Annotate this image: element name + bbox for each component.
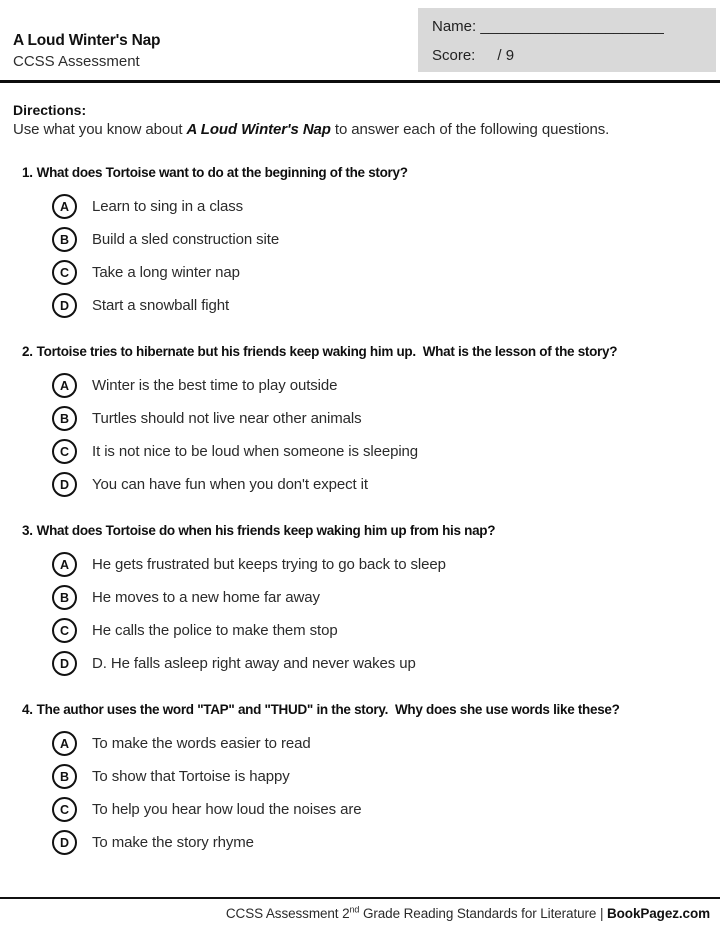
option-text: To make the words easier to read [92, 735, 311, 752]
name-label: Name: [432, 18, 477, 35]
question-3-number: 3. [22, 523, 33, 538]
answer-bubble-b: B [52, 585, 77, 610]
footer-text-middle: Grade Reading Standards for Literature | [359, 906, 608, 921]
question-2 [16, 344, 720, 501]
answer-bubble-b: B [52, 227, 77, 252]
option-text: To help you hear how loud the noises are [92, 801, 362, 818]
score-value: / 9 [497, 47, 515, 64]
question-1 [16, 165, 720, 322]
option-text: Build a sled construction site [92, 231, 280, 248]
directions-section [0, 83, 720, 138]
question-3-option-a [52, 548, 720, 581]
question-3-option-d [52, 647, 720, 680]
score-row [432, 47, 704, 64]
question-2-text [22, 344, 720, 359]
question-1-option-c [52, 256, 720, 289]
question-2-option-c [52, 435, 720, 468]
question-3-option-c [52, 614, 720, 647]
question-4-stem: The author uses the word "TAP" and "THUD" in the story. Why does she use words like these? [36, 702, 620, 717]
answer-bubble-b: B [52, 406, 77, 431]
answer-bubble-a: A [52, 731, 77, 756]
option-text: D. He falls asleep right away and never wakes up [92, 655, 416, 672]
question-4-option-b [52, 760, 720, 793]
directions-text [13, 121, 706, 138]
question-4-number: 4. [22, 702, 33, 717]
option-text: He gets frustrated but keeps trying to go back to sleep [92, 556, 446, 573]
option-text: He calls the police to make them stop [92, 622, 338, 639]
option-text: Learn to sing in a class [92, 198, 244, 215]
footer-text-prefix: CCSS Assessment 2 [225, 906, 350, 921]
answer-bubble-a: A [52, 552, 77, 577]
option-text: Turtles should not live near other animals [92, 410, 362, 427]
question-1-text [22, 165, 720, 180]
question-3-stem: What does Tortoise do when his friends keep waking him up from his nap? [36, 523, 496, 538]
question-2-option-a [52, 369, 720, 402]
question-1-option-d [52, 289, 720, 322]
answer-bubble-c: C [52, 439, 77, 464]
question-2-option-b [52, 402, 720, 435]
answer-bubble-a: A [52, 373, 77, 398]
question-1-option-b [52, 223, 720, 256]
question-4-option-a [52, 727, 720, 760]
directions-text-prefix: Use what you know about [13, 121, 187, 138]
question-4 [16, 702, 720, 859]
score-label: Score: [432, 47, 476, 64]
directions-label: Directions: [13, 102, 87, 118]
footer-superscript: nd [349, 904, 360, 915]
option-text: Take a long winter nap [92, 264, 240, 281]
question-1-number: 1. [22, 165, 33, 180]
question-4-option-d [52, 826, 720, 859]
option-text: You can have fun when you don't expect it [92, 476, 368, 493]
header [0, 0, 720, 83]
option-text: To make the story rhyme [92, 834, 254, 851]
directions-text-suffix: to answer each of the following questions. [330, 121, 610, 138]
footer-brand: BookPagez.com [607, 906, 710, 921]
header-titles [13, 0, 160, 80]
answer-bubble-c: C [52, 797, 77, 822]
answer-bubble-d: D [52, 830, 77, 855]
question-2-number: 2. [22, 344, 33, 359]
question-3-text [22, 523, 720, 538]
answer-bubble-c: C [52, 618, 77, 643]
answer-bubble-b: B [52, 764, 77, 789]
page-title: A Loud Winter's Nap [13, 32, 161, 49]
page-subtitle: CCSS Assessment [13, 53, 140, 70]
name-row [432, 18, 704, 35]
answer-bubble-c: C [52, 260, 77, 285]
question-1-option-a [52, 190, 720, 223]
option-text: To show that Tortoise is happy [92, 768, 290, 785]
book-title: A Loud Winter's Nap [186, 121, 331, 138]
question-4-text [22, 702, 720, 717]
answer-bubble-d: D [52, 651, 77, 676]
footer [0, 897, 720, 932]
answer-bubble-d: D [52, 293, 77, 318]
option-text: It is not nice to be loud when someone is sleeping [92, 443, 419, 460]
option-text: He moves to a new home far away [92, 589, 320, 606]
questions-list [0, 138, 720, 859]
question-4-option-c [52, 793, 720, 826]
option-text: Start a snowball fight [92, 297, 230, 314]
question-3 [16, 523, 720, 680]
answer-bubble-d: D [52, 472, 77, 497]
name-score-box [418, 8, 716, 72]
question-2-option-d [52, 468, 720, 501]
answer-bubble-a: A [52, 194, 77, 219]
question-1-stem: What does Tortoise want to do at the beginning of the story? [36, 165, 408, 180]
question-3-option-b [52, 581, 720, 614]
option-text: Winter is the best time to play outside [92, 377, 338, 394]
question-2-stem: Tortoise tries to hibernate but his friends keep waking him up. What is the lesson of the story? [36, 344, 618, 359]
name-blank-line: ______________________ [476, 18, 664, 35]
